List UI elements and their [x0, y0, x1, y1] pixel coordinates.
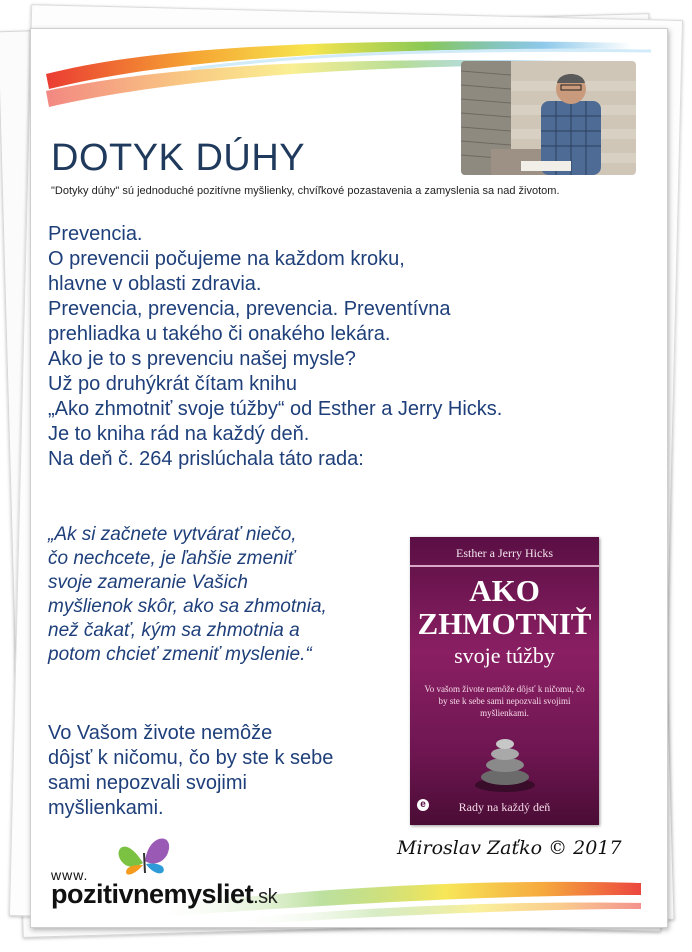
quote-line: potom chcieť zmeniť myslenie.“ — [48, 644, 312, 665]
logo-tld: .sk — [253, 886, 278, 908]
quote-line: čo nechcete, je ľahšie zmeniť — [48, 548, 295, 569]
article-body — [48, 222, 638, 472]
quote-line: než čakať, kým sa zhmotnia a — [48, 620, 300, 641]
page-subtitle: "Dotyky dúhy" sú jednoduché pozitívne myšlienky, chvíľkové pozastavenia a zamyslenia sa nad životom. — [51, 185, 560, 197]
book-authors: Esther a Jerry Hicks — [456, 546, 553, 560]
quote-line: svoje zameranie Vašich — [48, 572, 248, 593]
book-blurb: Vo vašom živote nemôže dôjsť k ničomu, čo by ste k sebe sami nepozvali svojimi myšlienkami. — [424, 684, 585, 718]
closing-line: Vo Vašom živote nemôže — [48, 722, 273, 744]
book-title-line3: svoje túžby — [454, 643, 555, 668]
closing-line: sami nepozvali svojimi — [48, 772, 247, 794]
body-line: prehliadka u takého či onakého lekára. — [48, 323, 391, 345]
quote-line: „Ak si začnete vytvárať niečo, — [48, 524, 297, 545]
publisher-logo-icon: e — [417, 799, 429, 811]
body-line: hlavne v oblasti zdravia. — [48, 273, 262, 295]
body-line: Na deň č. 264 prislúchala táto rada: — [48, 448, 364, 470]
body-line: O prevencii počujeme na každom kroku, — [48, 248, 405, 270]
poster-sheet — [30, 28, 668, 928]
page-title: DOTYK DÚHY — [51, 137, 306, 179]
author-photo — [461, 61, 636, 175]
closing-line: dôjsť k ničomu, čo by ste k sebe — [48, 747, 334, 769]
book-quote — [48, 523, 408, 667]
logo-name: pozitivnemysliet — [51, 879, 254, 909]
butterfly-icon — [115, 833, 175, 881]
author-signature: Miroslav Zaťko © 2017 — [397, 837, 622, 859]
book-title-line2: ZHMOTNIŤ — [417, 606, 592, 641]
body-line: Je to kniha rád na každý deň. — [48, 423, 310, 445]
body-line: Už po druhýkrát čítam knihu — [48, 373, 297, 395]
body-line: „Ako zhmotniť svoje túžby“ od Esther a Jerry Hicks. — [48, 398, 503, 420]
body-line: Prevencia. — [48, 223, 143, 245]
closing-line: myšlienkami. — [48, 797, 164, 819]
site-logo — [51, 879, 277, 910]
logo-www: www. — [51, 867, 89, 883]
book-title-line1: AKO — [469, 573, 540, 608]
closing-text — [48, 721, 408, 821]
body-line: Ako je to s prevenciu našej mysle? — [48, 348, 356, 370]
quote-line: myšlienok skôr, ako sa zhmotnia, — [48, 596, 327, 617]
book-divider — [410, 565, 599, 567]
book-cover — [410, 537, 599, 825]
body-line: Prevencia, prevencia, prevencia. Preventívna — [48, 298, 451, 320]
stones-icon — [470, 733, 540, 793]
book-footer: Rady na každý deň — [458, 800, 551, 814]
